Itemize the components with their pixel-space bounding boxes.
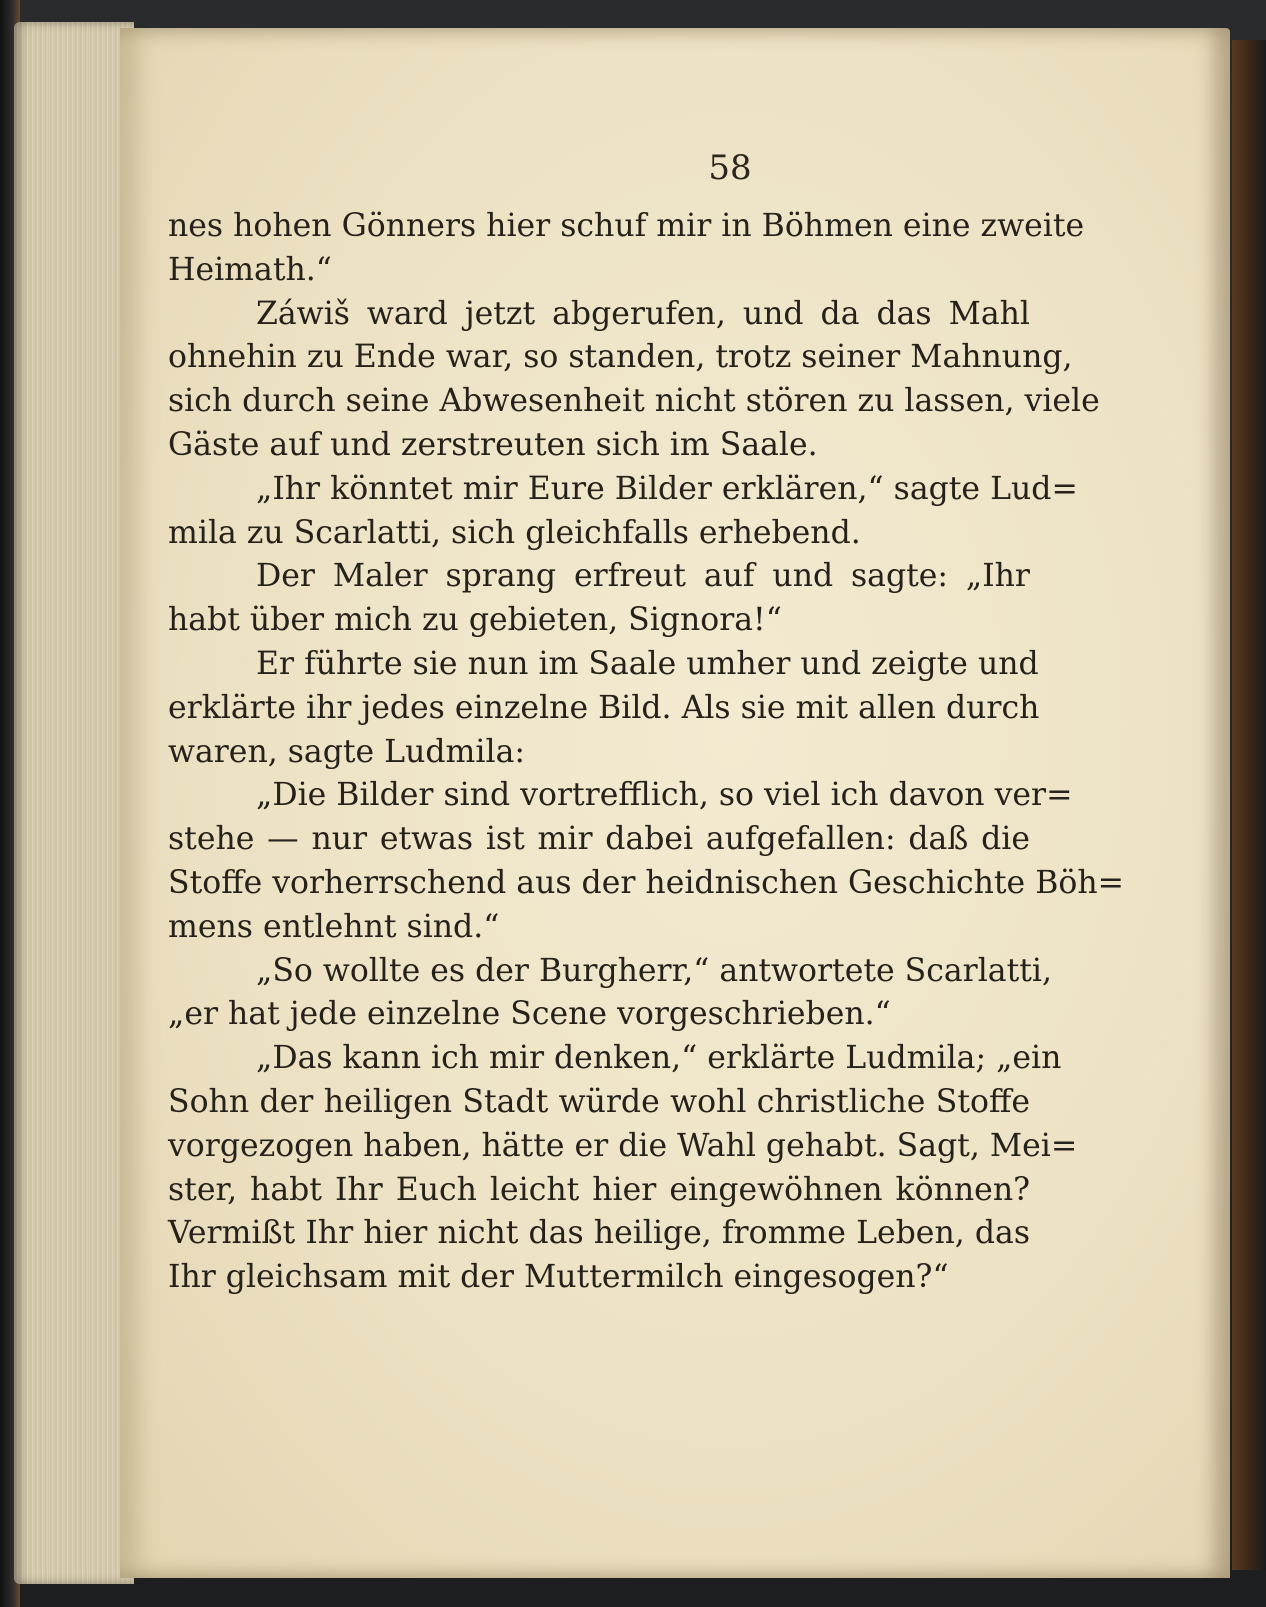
text-line: „er hat jede einzelne Scene vorgeschrieben.“	[168, 996, 891, 1033]
text-line: Gäste auf und zerstreuten sich im Saale.	[168, 426, 818, 463]
text-line: habt über mich zu gebieten, Signora!“	[168, 602, 782, 639]
text-line: stehe — nur etwas ist mir dabei aufgefallen: daß die	[168, 821, 1030, 858]
text-line: Stoffe vorherrschend aus der heidnischen Geschichte Böh=	[168, 864, 1124, 901]
text-line: ohnehin zu Ende war, so standen, trotz seiner Mahnung,	[168, 339, 1073, 376]
text-line: Vermißt Ihr hier nicht das heilige, fromme Leben, das	[168, 1215, 1030, 1252]
text-line: Er führte sie nun im Saale umher und zeigte und	[256, 645, 1039, 682]
text-line: mila zu Scarlatti, sich gleichfalls erhebend.	[168, 514, 861, 551]
text-line: Der Maler sprang erfreut auf und sagte: „Ihr	[256, 558, 1030, 595]
text-line: mens entlehnt sind.“	[168, 908, 500, 945]
text-line: Sohn der heiligen Stadt würde wohl christliche Stoffe	[168, 1083, 1030, 1120]
text-line: Heimath.“	[168, 251, 332, 288]
text-line: vorgezogen haben, hätte er die Wahl gehabt. Sagt, Mei=	[168, 1127, 1078, 1164]
stacked-page-edges	[14, 22, 134, 1584]
text-line: „Das kann ich mir denken,“ erklärte Ludmila; „ein	[256, 1040, 1062, 1077]
page-number: 58	[708, 148, 752, 188]
text-line: nes hohen Gönners hier schuf mir in Böhmen eine zweite	[168, 208, 1085, 244]
text-line: ster, habt Ihr Euch leicht hier eingewöhnen können?	[168, 1171, 1030, 1208]
page-body-text	[168, 205, 1124, 1300]
text-line: erklärte ihr jedes einzelne Bild. Als sie mit allen durch	[168, 689, 1040, 726]
text-line: „So wollte es der Burgherr,“ antwortete Scarlatti,	[256, 952, 1052, 989]
text-line: Ihr gleichsam mit der Muttermilch eingesogen?“	[168, 1259, 949, 1296]
text-line: Záwiš ward jetzt abgerufen, und da das Mahl	[256, 295, 1030, 332]
text-line: „Ihr könntet mir Eure Bilder erklären,“ sagte Lud=	[256, 470, 1078, 507]
text-line: waren, sagte Ludmila:	[168, 733, 525, 770]
book-cover-right-edge	[1232, 40, 1266, 1570]
text-line: „Die Bilder sind vortrefflich, so viel ich davon ver=	[256, 777, 1073, 814]
text-line: sich durch seine Abwesenheit nicht stören zu lassen, viele	[168, 383, 1100, 420]
